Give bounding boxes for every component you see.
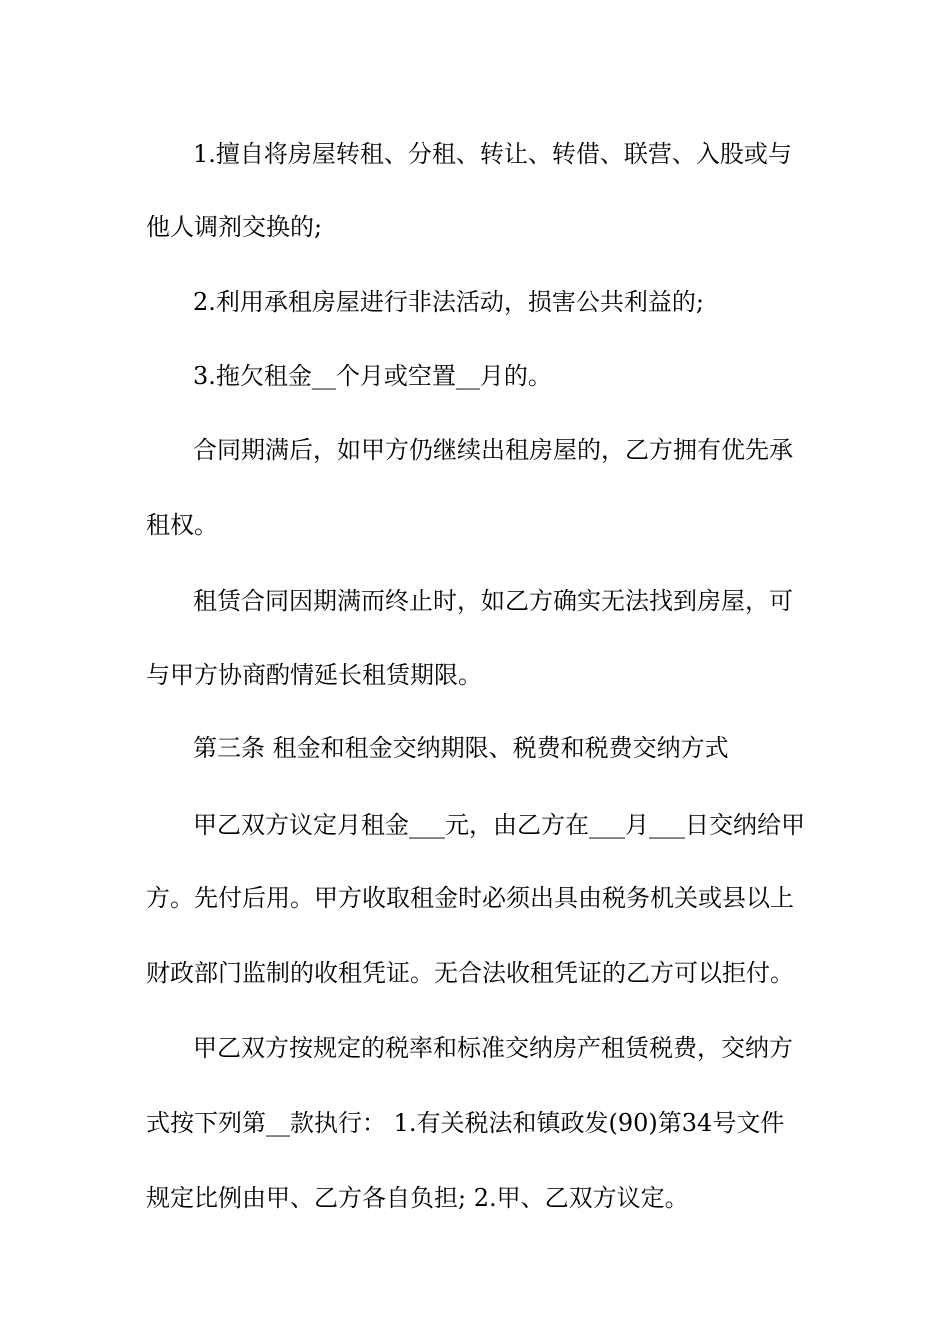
paragraph-line: 方。先付后用。甲方收取租金时必须出具由税务机关或县以上 — [146, 884, 794, 912]
paragraph-line: 甲乙双方议定月租金___元，由乙方在___月___日交纳给甲 — [193, 811, 805, 839]
paragraph-line: 财政部门监制的收租凭证。无合法收租凭证的乙方可以拒付。 — [146, 959, 794, 987]
paragraph-line: 他人调剂交换的; — [146, 213, 323, 241]
paragraph-line: 2.利用承租房屋进行非法活动，损害公共利益的; — [193, 288, 704, 316]
paragraph-line: 甲乙双方按规定的税率和标准交纳房产租赁税费，交纳方 — [193, 1034, 793, 1062]
paragraph-line: 租权。 — [146, 511, 218, 539]
paragraph-line: 3.拖欠租金__个月或空置__月的。 — [193, 362, 552, 390]
section-heading: 第三条 租金和租金交纳期限、税费和税费交纳方式 — [193, 734, 729, 762]
paragraph-line: 式按下列第__款执行： 1.有关税法和镇政发(90)第34号文件 — [146, 1109, 785, 1137]
paragraph-line: 与甲方协商酌情延长租赁期限。 — [146, 661, 482, 689]
paragraph-line: 1.擅自将房屋转租、分租、转让、转借、联营、入股或与 — [193, 140, 792, 168]
paragraph-line: 合同期满后，如甲方仍继续出租房屋的，乙方拥有优先承 — [193, 436, 793, 464]
paragraph-line: 规定比例由甲、乙方各自负担; 2.甲、乙双方议定。 — [146, 1184, 689, 1212]
paragraph-line: 租赁合同因期满而终止时，如乙方确实无法找到房屋，可 — [193, 587, 793, 615]
